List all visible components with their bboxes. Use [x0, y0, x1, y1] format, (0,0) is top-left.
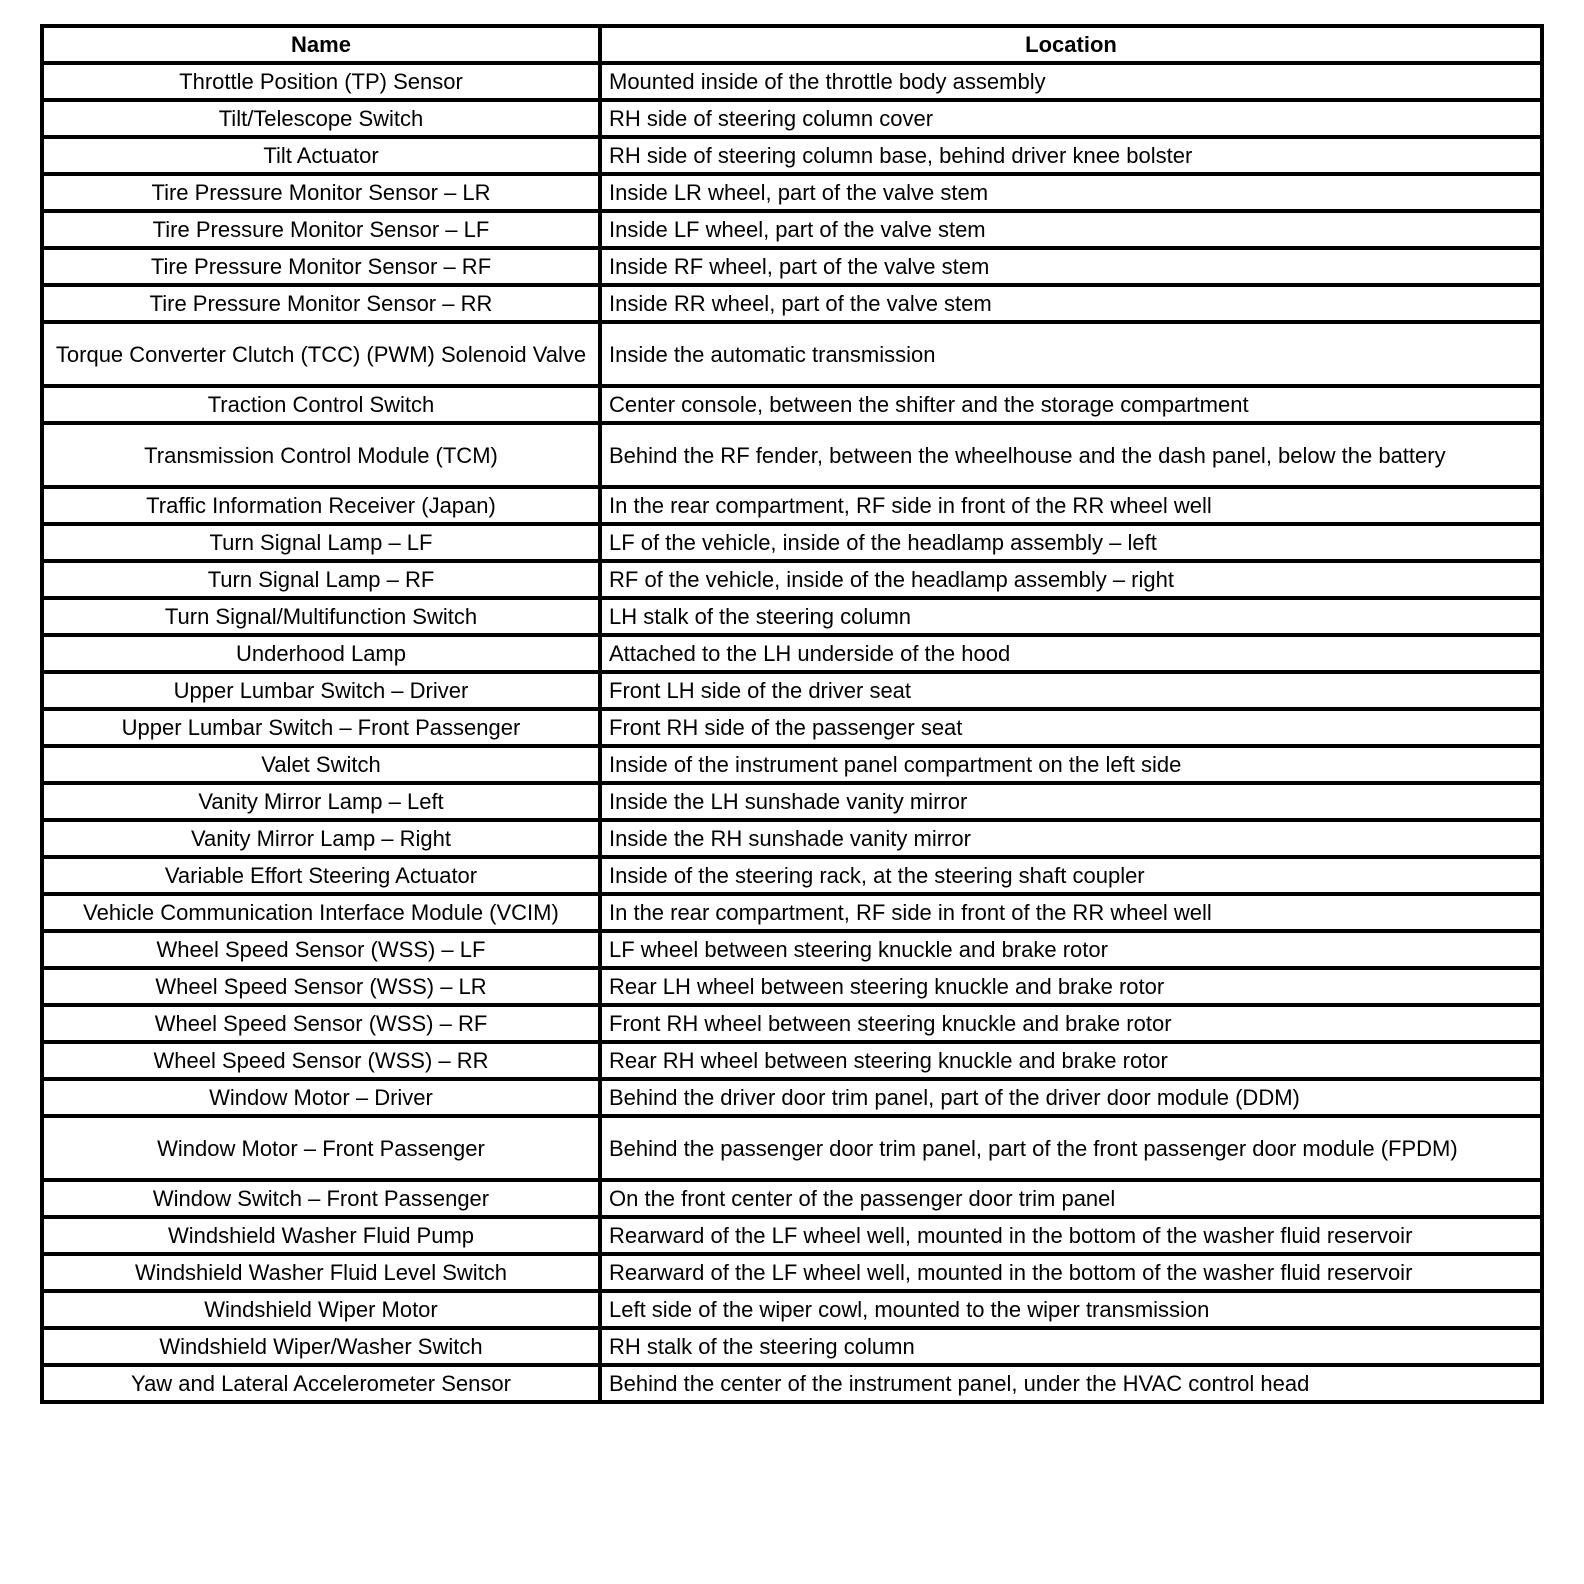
name-cell: Windshield Wiper/Washer Switch — [42, 1328, 600, 1365]
name-column-header: Name — [42, 26, 600, 63]
table-row — [42, 174, 1542, 211]
location-cell: Behind the center of the instrument panel, under the HVAC control head — [600, 1365, 1542, 1402]
name-cell: Tire Pressure Monitor Sensor – RF — [42, 248, 600, 285]
name-cell: Wheel Speed Sensor (WSS) – RR — [42, 1042, 600, 1079]
component-locator-table — [40, 24, 1544, 1404]
table-row — [42, 820, 1542, 857]
location-cell: Rearward of the LF wheel well, mounted in the bottom of the washer fluid reservoir — [600, 1217, 1542, 1254]
name-cell: Wheel Speed Sensor (WSS) – RF — [42, 1005, 600, 1042]
location-cell: Attached to the LH underside of the hood — [600, 635, 1542, 672]
table-row — [42, 894, 1542, 931]
name-cell: Throttle Position (TP) Sensor — [42, 63, 600, 100]
table-row — [42, 1005, 1542, 1042]
name-cell: Window Motor – Driver — [42, 1079, 600, 1116]
table-row — [42, 63, 1542, 100]
name-cell: Turn Signal Lamp – RF — [42, 561, 600, 598]
location-cell: Mounted inside of the throttle body assembly — [600, 63, 1542, 100]
table-row — [42, 857, 1542, 894]
location-cell: Inside of the instrument panel compartment on the left side — [600, 746, 1542, 783]
table-row — [42, 1180, 1542, 1217]
table-row — [42, 783, 1542, 820]
location-cell: Inside LF wheel, part of the valve stem — [600, 211, 1542, 248]
location-cell: LF wheel between steering knuckle and brake rotor — [600, 931, 1542, 968]
name-cell: Upper Lumbar Switch – Driver — [42, 672, 600, 709]
table-row — [42, 423, 1542, 487]
table-row — [42, 1042, 1542, 1079]
location-cell: Center console, between the shifter and the storage compartment — [600, 386, 1542, 423]
table-row — [42, 1217, 1542, 1254]
name-cell: Tire Pressure Monitor Sensor – LF — [42, 211, 600, 248]
location-cell: RH stalk of the steering column — [600, 1328, 1542, 1365]
name-cell: Vanity Mirror Lamp – Left — [42, 783, 600, 820]
name-cell: Wheel Speed Sensor (WSS) – LR — [42, 968, 600, 1005]
location-cell: Inside RR wheel, part of the valve stem — [600, 285, 1542, 322]
name-cell: Windshield Wiper Motor — [42, 1291, 600, 1328]
location-cell: Rearward of the LF wheel well, mounted in the bottom of the washer fluid reservoir — [600, 1254, 1542, 1291]
table-row — [42, 968, 1542, 1005]
location-cell: Behind the driver door trim panel, part of the driver door module (DDM) — [600, 1079, 1542, 1116]
table-row — [42, 709, 1542, 746]
location-cell: Inside RF wheel, part of the valve stem — [600, 248, 1542, 285]
table-row — [42, 1254, 1542, 1291]
name-cell: Yaw and Lateral Accelerometer Sensor — [42, 1365, 600, 1402]
location-column-header: Location — [600, 26, 1542, 63]
header-row — [42, 26, 1542, 63]
name-cell: Tilt/Telescope Switch — [42, 100, 600, 137]
location-cell: Inside LR wheel, part of the valve stem — [600, 174, 1542, 211]
name-cell: Underhood Lamp — [42, 635, 600, 672]
table-row — [42, 211, 1542, 248]
table-row — [42, 524, 1542, 561]
location-cell: RH side of steering column base, behind driver knee bolster — [600, 137, 1542, 174]
location-cell: Front LH side of the driver seat — [600, 672, 1542, 709]
table-row — [42, 285, 1542, 322]
table-header — [42, 26, 1542, 63]
location-cell: Rear RH wheel between steering knuckle and brake rotor — [600, 1042, 1542, 1079]
table-row — [42, 248, 1542, 285]
name-cell: Variable Effort Steering Actuator — [42, 857, 600, 894]
name-cell: Windshield Washer Fluid Level Switch — [42, 1254, 600, 1291]
name-cell: Window Motor – Front Passenger — [42, 1116, 600, 1180]
name-cell: Upper Lumbar Switch – Front Passenger — [42, 709, 600, 746]
location-cell: Inside the LH sunshade vanity mirror — [600, 783, 1542, 820]
location-cell: In the rear compartment, RF side in front of the RR wheel well — [600, 894, 1542, 931]
table-row — [42, 1328, 1542, 1365]
table-row — [42, 672, 1542, 709]
location-cell: RH side of steering column cover — [600, 100, 1542, 137]
table-row — [42, 746, 1542, 783]
table-row — [42, 487, 1542, 524]
table-row — [42, 137, 1542, 174]
location-cell: Rear LH wheel between steering knuckle and brake rotor — [600, 968, 1542, 1005]
location-cell: Inside the automatic transmission — [600, 322, 1542, 386]
location-cell: Behind the RF fender, between the wheelhouse and the dash panel, below the battery — [600, 423, 1542, 487]
name-cell: Wheel Speed Sensor (WSS) – LF — [42, 931, 600, 968]
location-cell: Inside the RH sunshade vanity mirror — [600, 820, 1542, 857]
component-locator-table-wrapper — [40, 24, 1540, 1404]
name-cell: Traffic Information Receiver (Japan) — [42, 487, 600, 524]
table-row — [42, 1291, 1542, 1328]
name-cell: Window Switch – Front Passenger — [42, 1180, 600, 1217]
name-cell: Tilt Actuator — [42, 137, 600, 174]
location-cell: On the front center of the passenger door trim panel — [600, 1180, 1542, 1217]
name-cell: Windshield Washer Fluid Pump — [42, 1217, 600, 1254]
table-row — [42, 1365, 1542, 1402]
name-cell: Vanity Mirror Lamp – Right — [42, 820, 600, 857]
table-row — [42, 561, 1542, 598]
name-cell: Transmission Control Module (TCM) — [42, 423, 600, 487]
table-row — [42, 386, 1542, 423]
name-cell: Turn Signal/Multifunction Switch — [42, 598, 600, 635]
table-row — [42, 635, 1542, 672]
location-cell: RF of the vehicle, inside of the headlamp assembly – right — [600, 561, 1542, 598]
location-cell: LF of the vehicle, inside of the headlamp assembly – left — [600, 524, 1542, 561]
table-row — [42, 322, 1542, 386]
location-cell: Front RH side of the passenger seat — [600, 709, 1542, 746]
table-row — [42, 100, 1542, 137]
location-cell: Front RH wheel between steering knuckle and brake rotor — [600, 1005, 1542, 1042]
name-cell: Valet Switch — [42, 746, 600, 783]
name-cell: Vehicle Communication Interface Module (VCIM) — [42, 894, 600, 931]
table-body — [42, 63, 1542, 1402]
location-cell: Left side of the wiper cowl, mounted to the wiper transmission — [600, 1291, 1542, 1328]
location-cell: Inside of the steering rack, at the steering shaft coupler — [600, 857, 1542, 894]
table-row — [42, 1116, 1542, 1180]
location-cell: LH stalk of the steering column — [600, 598, 1542, 635]
location-cell: Behind the passenger door trim panel, part of the front passenger door module (FPDM) — [600, 1116, 1542, 1180]
name-cell: Torque Converter Clutch (TCC) (PWM) Solenoid Valve — [42, 322, 600, 386]
table-row — [42, 598, 1542, 635]
table-row — [42, 931, 1542, 968]
location-cell: In the rear compartment, RF side in front of the RR wheel well — [600, 487, 1542, 524]
name-cell: Tire Pressure Monitor Sensor – LR — [42, 174, 600, 211]
name-cell: Turn Signal Lamp – LF — [42, 524, 600, 561]
name-cell: Tire Pressure Monitor Sensor – RR — [42, 285, 600, 322]
name-cell: Traction Control Switch — [42, 386, 600, 423]
table-row — [42, 1079, 1542, 1116]
